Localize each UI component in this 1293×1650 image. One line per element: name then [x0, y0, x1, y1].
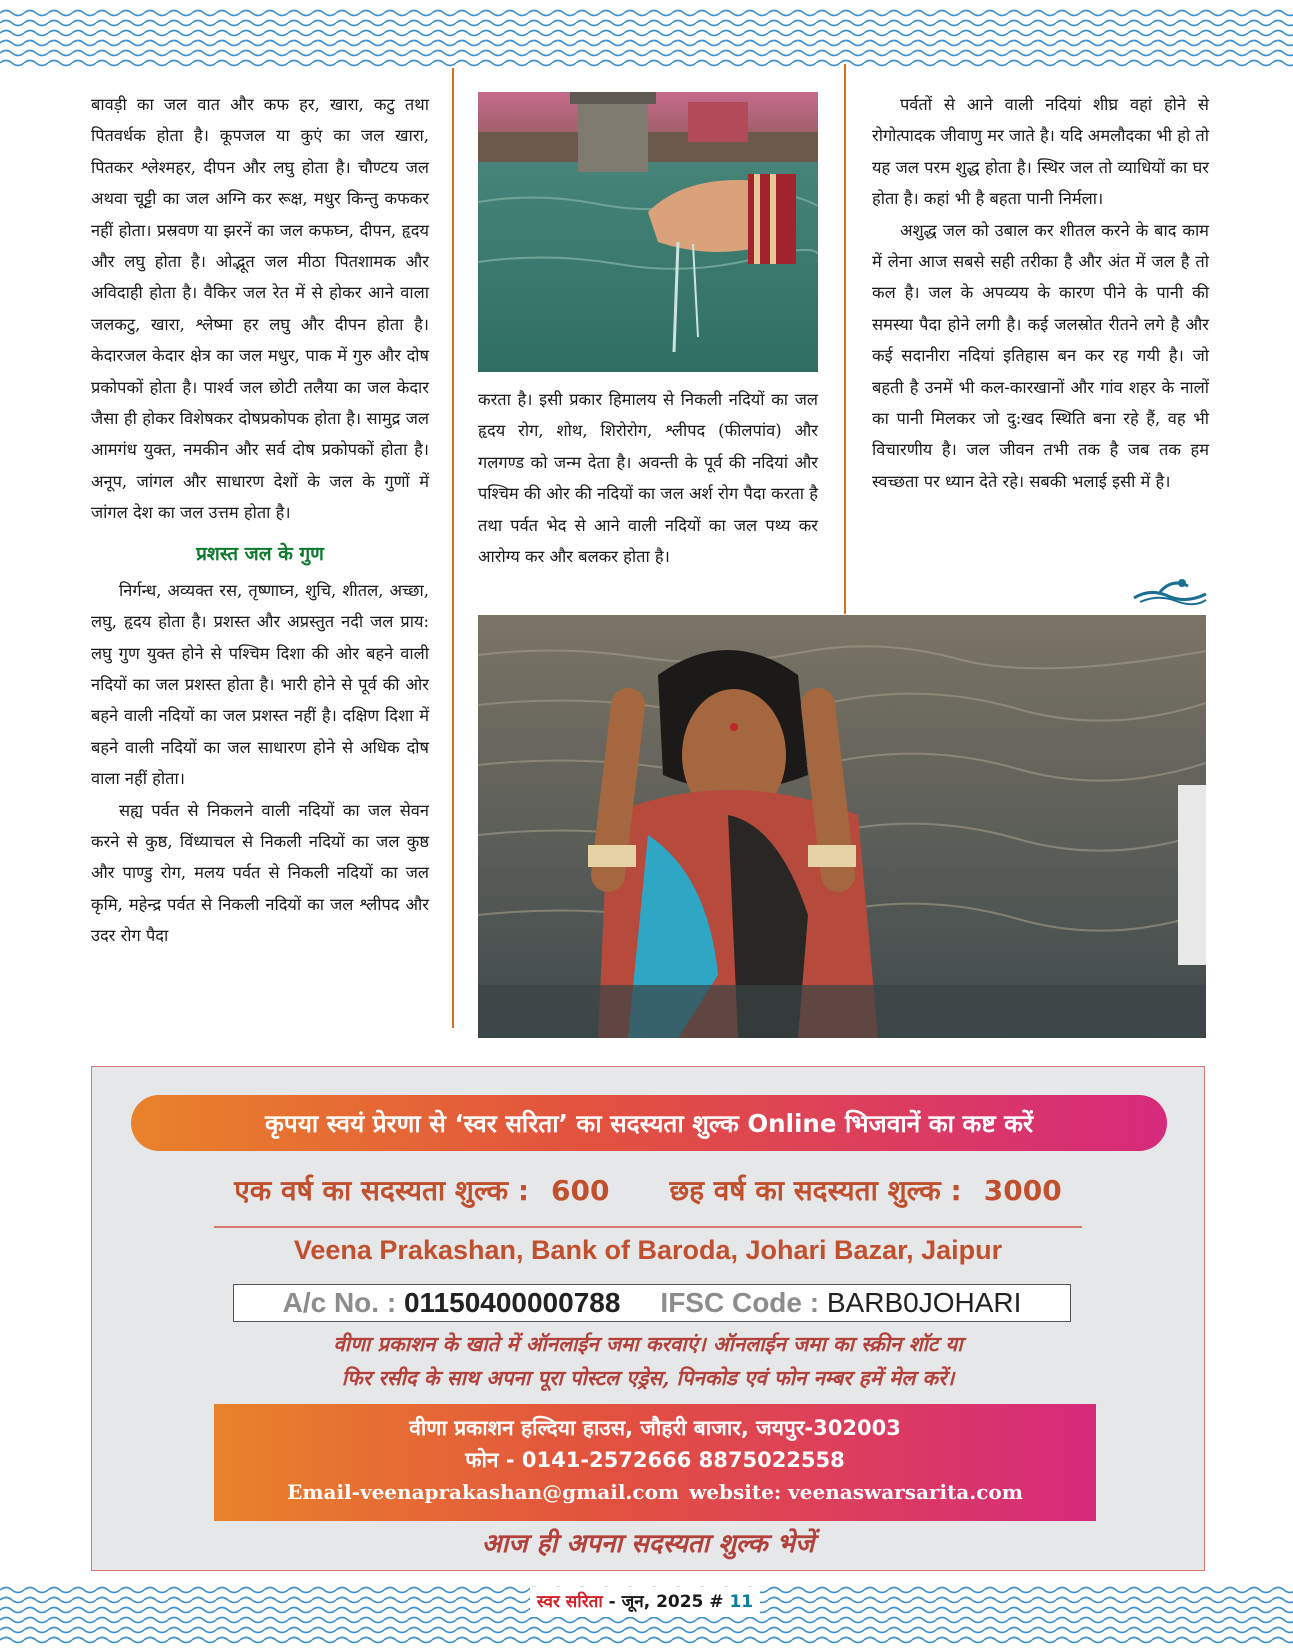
- ifsc-label: IFSC Code :: [660, 1287, 820, 1318]
- magazine-name: स्वर सरिता: [536, 1592, 603, 1612]
- top-wave-border: [0, 8, 1293, 68]
- call-to-action: आज ही अपना सदस्यता शुल्क भेजें: [481, 1529, 815, 1559]
- paragraph: बावड़ी का जल वात और कफ हर, खारा, कटु तथा पितवर्धक होता है। कूपजल या कुएं का जल खारा, पितकर श्लेश्महर, दीपन और लघु होता है। चौण्टय जल अथवा चूट्टी का जल अग्नि कर रूक्ष, मधुर किन्तु कफकर नहीं होता। प्रस्रवण या झरनें का जल कफघ्न, दीपन, हृदय और लघु होता है। ओद्भूत जल मीठा पितशामक और अविदाही होता है। वैकिर जल रेत में से होकर आने वाला जलकटु, खारा, श्लेष्मा हर लघु और दीपन होता है। केदारजल केदार क्षेत्र का जल मधुर, पाक में गुरु और दोष प्रकोपकों होता है। पार्श्व जल छोटी तलैया का जल केदार जैसा ही होकर विशेषकर दोषप्रकोपक होता है। सामुद्र जल आमगंध युक्त, नमकीन और सर्व दोष प्रकोपकों होता है। अनूप, जांगल और साधारण देशों के जल के गुणों में जांगल देश का जल उत्तम होता है।: [91, 95, 429, 523]
- swimmer-wave-icon: [1130, 574, 1208, 606]
- fee-label: एक वर्ष का सदस्यता शुल्क :: [234, 1174, 530, 1207]
- divider: [214, 1226, 1082, 1228]
- fee-value: 3000: [983, 1174, 1062, 1207]
- contact-panel: [214, 1404, 1096, 1521]
- email-website: [214, 1476, 1096, 1508]
- section-heading: प्रशस्त जल के गुण: [196, 542, 324, 565]
- website-link[interactable]: website: veenaswarsarita.com: [689, 1480, 1023, 1504]
- ifsc-code: BARB0JOHARI: [826, 1287, 1022, 1318]
- phone: फोन - 0141-2572666 8875022558: [465, 1448, 845, 1472]
- paragraph: निर्गन्ध, अव्यक्त रस, तृष्णाघ्न, शुचि, शीतल, अच्छा, लघु, हृदय होता है। प्रशस्त और अप्रस्तुत नदी जल प्राय: लघु गुण युक्त होने से पश्चिम दिशा की ओर बहने वाली नदियों का जल प्रशस्त होता है। भारी होने से पूर्व की ओर बहने वाली नदियों का जल प्रशस्त नहीं है। दक्षिण दिशा में बहने वाली नदियों का जल साधारण होने से अधिक दोष वाला नहीं होता।: [91, 580, 429, 789]
- page-number: 11: [729, 1592, 754, 1612]
- subscription-box: [91, 1066, 1205, 1571]
- woman-bathing-river-photo: [478, 615, 1206, 1038]
- subscription-banner: कृपया स्वयं प्रेरणा से ‘स्वर सरिता’ का सदस्यता शुल्क Online भिजवानें का कष्ट करें: [131, 1095, 1167, 1151]
- address: वीणा प्रकाशन हल्दिया हाउस, जौहरी बाजार, जयपुर-302003: [409, 1416, 901, 1440]
- paragraph: पर्वतों से आने वाली नदियां शीघ्र वहां होने से रोगोत्पादक जीवाणु मर जाते है। यदि अमलौदका भी हो तो यह जल परम शुद्ध होता है। स्थिर जल तो व्याधियों का घर होता है। कहां भी है बहता पानी निर्मला।: [872, 95, 1209, 209]
- fee-six-year: [670, 1171, 1062, 1209]
- column-divider: [844, 64, 846, 614]
- instruction-line: फिर रसीद के साथ अपना पूरा पोस्टल एड्रेस, पिनकोड एवं फोन नम्बर हमें मेल करें।: [341, 1366, 955, 1390]
- column-divider: [452, 68, 454, 1028]
- paragraph: करता है। इसी प्रकार हिमालय से निकली नदियों का जल हृदय रोग, शोथ, शिरोरोग, श्लीपद (फीलपांव) और गलगण्ड को जन्म देता है। अवन्ती के पूर्व की नदियां और पश्चिम की ओर की नदियों का जल अर्श रोग पैदा करता है तथा पर्वत भेद से आने वाली नदियों का जल पथ्य कर आरोग्य कर और बलकर होता है।: [478, 390, 818, 567]
- page-footer: [530, 1587, 760, 1617]
- article-column-middle: [478, 384, 818, 572]
- issue-date: - जून, 2025 #: [602, 1592, 730, 1612]
- article-column-right: [872, 89, 1209, 497]
- payment-instructions: [92, 1327, 1204, 1395]
- article-column-left: [91, 89, 429, 952]
- account-details-box: [233, 1284, 1071, 1322]
- bank-details: Veena Prakashan, Bank of Baroda, Johari Bazar, Jaipur: [293, 1235, 1003, 1265]
- account-number: 01150400000788: [403, 1287, 621, 1318]
- account-label: A/c No. :: [282, 1287, 397, 1318]
- fee-label: छह वर्ष का सदस्यता शुल्क :: [669, 1174, 962, 1207]
- fee-one-year: [234, 1171, 609, 1209]
- ghat-water-hands-photo: [478, 92, 818, 372]
- fee-value: 600: [551, 1174, 610, 1207]
- email-link[interactable]: Email-veenaprakashan@gmail.com: [287, 1480, 680, 1504]
- paragraph: अशुद्ध जल को उबाल कर शीतल करने के बाद काम में लेना आज सबसे सही तरीका है और अंत में जल है तो कल है। जल के अपव्यय के कारण पीने के पानी की समस्या पैदा होने लगी है। कई जलस्रोत रीतने लगे है और कई सदानीरा नदियां इतिहास बन कर रह गयी है। जो बहती है उनमें भी कल-कारखानों और गांव शहर के नालों का पानी मिलकर जो दु:खद स्थिति बना रहे हैं, वह भी विचारणीय है। जल जीवन तभी तक है जब तक हम स्वच्छता पर ध्यान देते रहे। सबकी भलाई इसी में है।: [872, 220, 1209, 491]
- paragraph: सह्य पर्वत से निकलने वाली नदियों का जल सेवन करने से कुष्ठ, विंध्याचल से निकली नदियों का जल कुष्ठ और पाण्डु रोग, मलय पर्वत से निकली नदियों का जल कृमि, महेन्द्र पर्वत से निकली नदियों का जल श्लीपद और उदर रोग पैदा: [91, 800, 429, 946]
- fee-row: [92, 1171, 1204, 1209]
- instruction-line: वीणा प्रकाशन के खाते में ऑनलाईन जमा करवाएं। ऑनलाईन जमा का स्क्रीन शॉट या: [333, 1332, 963, 1356]
